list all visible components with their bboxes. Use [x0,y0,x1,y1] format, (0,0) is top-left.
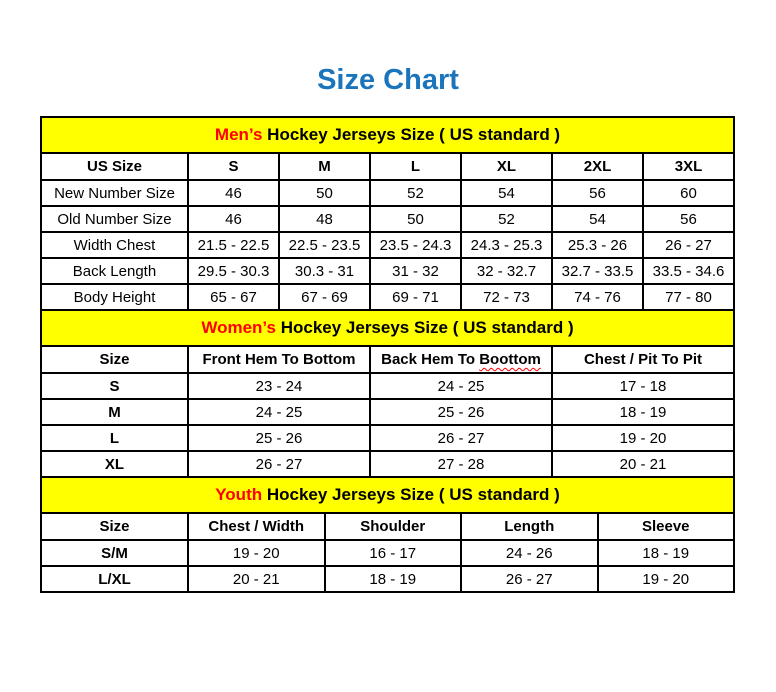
row-label: New Number Size [41,180,188,206]
value-cell: 56 [552,180,643,206]
header-cell: Sleeve [598,513,735,540]
youth-row-L/XL [41,566,734,592]
row-label: M [41,399,188,425]
row-label: S/M [41,540,188,566]
value-cell: 69 - 71 [370,284,461,310]
mens-header-row [41,153,734,180]
header-cell: XL [461,153,552,180]
row-label: L [41,425,188,451]
value-cell: 23 - 24 [188,373,370,399]
row-label: Body Height [41,284,188,310]
value-cell: 32.7 - 33.5 [552,258,643,284]
youth-size-table [40,476,735,593]
header-cell: US Size [41,153,188,180]
section-band-cell [41,117,734,153]
header-cell: Chest / Pit To Pit [552,346,734,373]
section-band-cell [41,310,734,346]
band-accent-text: Men’s [214,125,263,144]
row-label: Back Length [41,258,188,284]
value-cell: 48 [279,206,370,232]
value-cell: 16 - 17 [325,540,462,566]
mens-row-Width Chest [41,232,734,258]
value-cell: 18 - 19 [598,540,735,566]
value-cell: 50 [279,180,370,206]
band-rest-text: Hockey Jerseys Size ( US standard ) [275,318,574,337]
value-cell: 32 - 32.7 [461,258,552,284]
value-cell: 50 [370,206,461,232]
mens-row-New Number Size [41,180,734,206]
value-cell: 20 - 21 [552,451,734,477]
size-chart [40,116,735,593]
band-accent-text: Women’s [201,318,276,337]
mens-row-Body Height [41,284,734,310]
row-label: L/XL [41,566,188,592]
value-cell: 54 [461,180,552,206]
value-cell: 24.3 - 25.3 [461,232,552,258]
value-cell: 21.5 - 22.5 [188,232,279,258]
header-text: Back Hem To [381,351,480,368]
header-cell: Shoulder [325,513,462,540]
value-cell: 19 - 20 [188,540,325,566]
header-cell: Size [41,346,188,373]
misspelled-word: Boottom [479,351,541,368]
value-cell: 24 - 26 [461,540,598,566]
value-cell: 26 - 27 [370,425,552,451]
value-cell: 33.5 - 34.6 [643,258,734,284]
womens-row-S [41,373,734,399]
value-cell: 24 - 25 [370,373,552,399]
value-cell: 56 [643,206,734,232]
header-cell: Chest / Width [188,513,325,540]
value-cell: 65 - 67 [188,284,279,310]
value-cell: 29.5 - 30.3 [188,258,279,284]
youth-header-row [41,513,734,540]
header-cell: 2XL [552,153,643,180]
youth-row-S/M [41,540,734,566]
mens-section-band [41,117,734,153]
value-cell: 46 [188,206,279,232]
womens-section-band [41,310,734,346]
womens-row-XL [41,451,734,477]
value-cell: 25.3 - 26 [552,232,643,258]
womens-size-table [40,309,735,478]
band-rest-text: Hockey Jerseys Size ( US standard ) [262,125,561,144]
womens-row-L [41,425,734,451]
value-cell: 18 - 19 [325,566,462,592]
header-cell: Size [41,513,188,540]
mens-row-Back Length [41,258,734,284]
page-title: Size Chart [317,64,459,96]
value-cell: 27 - 28 [370,451,552,477]
value-cell: 31 - 32 [370,258,461,284]
value-cell: 26 - 27 [643,232,734,258]
value-cell: 77 - 80 [643,284,734,310]
row-label: S [41,373,188,399]
row-label: Old Number Size [41,206,188,232]
section-band-cell [41,477,734,513]
header-cell: S [188,153,279,180]
value-cell: 18 - 19 [552,399,734,425]
mens-size-table [40,116,735,311]
womens-header-row [41,346,734,373]
value-cell: 60 [643,180,734,206]
row-label: XL [41,451,188,477]
mens-row-Old Number Size [41,206,734,232]
header-cell: L [370,153,461,180]
band-rest-text: Hockey Jerseys Size ( US standard ) [262,485,560,504]
value-cell: 17 - 18 [552,373,734,399]
value-cell: 26 - 27 [188,451,370,477]
value-cell: 54 [552,206,643,232]
value-cell: 52 [370,180,461,206]
value-cell: 30.3 - 31 [279,258,370,284]
value-cell: 24 - 25 [188,399,370,425]
value-cell: 74 - 76 [552,284,643,310]
header-cell [370,346,552,373]
value-cell: 19 - 20 [552,425,734,451]
row-label: Width Chest [41,232,188,258]
value-cell: 19 - 20 [598,566,735,592]
value-cell: 72 - 73 [461,284,552,310]
value-cell: 26 - 27 [461,566,598,592]
header-cell: M [279,153,370,180]
value-cell: 25 - 26 [188,425,370,451]
womens-row-M [41,399,734,425]
youth-section-band [41,477,734,513]
value-cell: 46 [188,180,279,206]
header-cell: 3XL [643,153,734,180]
value-cell: 23.5 - 24.3 [370,232,461,258]
band-accent-text: Youth [215,485,263,504]
value-cell: 25 - 26 [370,399,552,425]
header-cell: Length [461,513,598,540]
value-cell: 20 - 21 [188,566,325,592]
value-cell: 22.5 - 23.5 [279,232,370,258]
header-cell: Front Hem To Bottom [188,346,370,373]
value-cell: 52 [461,206,552,232]
value-cell: 67 - 69 [279,284,370,310]
